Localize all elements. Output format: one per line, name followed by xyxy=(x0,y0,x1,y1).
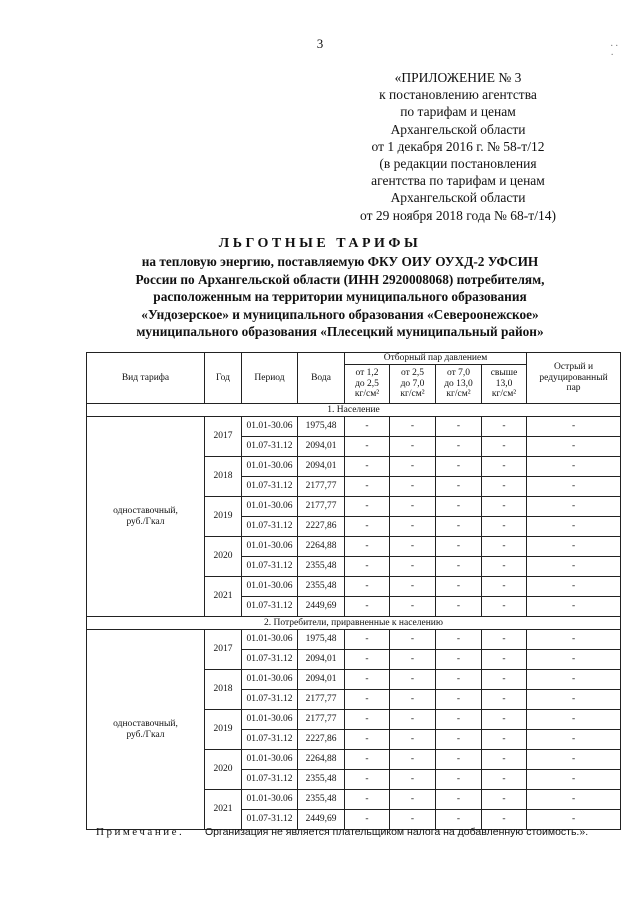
document-subtitle xyxy=(90,253,590,341)
header-line: до 13,0 xyxy=(444,378,473,389)
year-cell: 2018 xyxy=(205,670,242,710)
note-label: Примечание. xyxy=(96,826,185,838)
section-row xyxy=(87,617,621,630)
dash-cell: - xyxy=(345,770,390,790)
header-line: кг/см² xyxy=(400,389,425,400)
dash-cell: - xyxy=(482,750,527,770)
water-cell: 2094,01 xyxy=(298,457,345,477)
dash-cell: - xyxy=(436,477,482,497)
water-cell: 2355,48 xyxy=(298,557,345,577)
dash-cell: - xyxy=(390,670,436,690)
header-line: от 2,5 xyxy=(400,368,425,379)
header-steam-4 xyxy=(482,365,527,404)
annex-line: от 29 ноября 2018 года № 68-т/14) xyxy=(360,207,556,223)
water-cell: 2449,69 xyxy=(298,810,345,830)
header-line: от 7,0 xyxy=(446,368,471,379)
tariff-type-line: одноставочный, xyxy=(113,506,178,516)
dash-cell: - xyxy=(390,437,436,457)
dash-cell: - xyxy=(482,557,527,577)
dash-cell: - xyxy=(345,790,390,810)
dash-cell: - xyxy=(482,597,527,617)
header-line: кг/см² xyxy=(446,389,471,400)
dash-cell: - xyxy=(345,730,390,750)
dash-cell: - xyxy=(345,650,390,670)
dash-cell: - xyxy=(436,770,482,790)
tariffs-table xyxy=(86,352,621,830)
period-cell: 01.01-30.06 xyxy=(242,790,298,810)
dash-cell: - xyxy=(436,790,482,810)
dash-cell: - xyxy=(390,710,436,730)
dash-cell: - xyxy=(345,497,390,517)
dash-cell: - xyxy=(527,750,621,770)
header-line: кг/см² xyxy=(354,389,380,400)
tariff-type-cell xyxy=(87,417,205,617)
dash-cell: - xyxy=(527,690,621,710)
dash-cell: - xyxy=(345,750,390,770)
dash-cell: - xyxy=(436,437,482,457)
period-cell: 01.07-31.12 xyxy=(242,690,298,710)
dash-cell: - xyxy=(390,650,436,670)
dash-cell: - xyxy=(527,497,621,517)
note xyxy=(96,826,588,838)
tariff-type-line: руб./Гкал xyxy=(126,729,165,740)
period-cell: 01.07-31.12 xyxy=(242,650,298,670)
dash-cell: - xyxy=(390,497,436,517)
dash-cell: - xyxy=(390,690,436,710)
dash-cell: - xyxy=(527,417,621,437)
corner-mark-text: . . · xyxy=(610,38,618,61)
dash-cell: - xyxy=(436,690,482,710)
water-cell: 2094,01 xyxy=(298,650,345,670)
dash-cell: - xyxy=(527,770,621,790)
water-cell: 1975,48 xyxy=(298,630,345,650)
header-steam-2 xyxy=(390,365,436,404)
tariff-type-line: руб./Гкал xyxy=(126,516,165,527)
year-cell: 2021 xyxy=(205,577,242,617)
dash-cell: - xyxy=(390,630,436,650)
year-cell: 2020 xyxy=(205,750,242,790)
table-header xyxy=(87,353,621,404)
document-title: ЛЬГОТНЫЕ ТАРИФЫ xyxy=(218,236,422,251)
dash-cell: - xyxy=(436,557,482,577)
year-cell: 2017 xyxy=(205,630,242,670)
water-cell: 2177,77 xyxy=(298,710,345,730)
dash-cell: - xyxy=(527,537,621,557)
annex-line: агентства по тарифам и ценам xyxy=(371,173,545,189)
dash-cell: - xyxy=(345,597,390,617)
dash-cell: - xyxy=(527,557,621,577)
dash-cell: - xyxy=(436,670,482,690)
dash-cell: - xyxy=(527,597,621,617)
dash-cell: - xyxy=(482,650,527,670)
period-cell: 01.01-30.06 xyxy=(242,577,298,597)
page-number: 3 xyxy=(316,36,324,51)
dash-cell: - xyxy=(345,417,390,437)
period-cell: 01.01-30.06 xyxy=(242,497,298,517)
dash-cell: - xyxy=(436,577,482,597)
annex-line: по тарифам и ценам xyxy=(400,104,516,120)
header-line: до 2,5 xyxy=(355,378,379,389)
water-cell: 2264,88 xyxy=(298,750,345,770)
dash-cell: - xyxy=(345,810,390,830)
dash-cell: - xyxy=(390,810,436,830)
header-line: редуцированный xyxy=(539,372,608,383)
period-cell: 01.07-31.12 xyxy=(242,770,298,790)
dash-cell: - xyxy=(436,457,482,477)
period-cell: 01.01-30.06 xyxy=(242,630,298,650)
water-cell: 2355,48 xyxy=(298,577,345,597)
dash-cell: - xyxy=(527,457,621,477)
subtitle-line: «Ундозерское» и муниципального образования «Североонежское» xyxy=(141,306,539,322)
dash-cell: - xyxy=(390,517,436,537)
dash-cell: - xyxy=(436,497,482,517)
period-cell: 01.07-31.12 xyxy=(242,517,298,537)
dash-cell: - xyxy=(482,417,527,437)
water-cell: 2094,01 xyxy=(298,437,345,457)
period-cell: 01.01-30.06 xyxy=(242,417,298,437)
dash-cell: - xyxy=(436,710,482,730)
water-cell: 2355,48 xyxy=(298,790,345,810)
tariff-type-cell xyxy=(87,630,205,830)
annex-line: Архангельской области xyxy=(390,121,526,137)
dash-cell: - xyxy=(482,517,527,537)
period-cell: 01.07-31.12 xyxy=(242,437,298,457)
year-cell: 2021 xyxy=(205,790,242,830)
period-cell: 01.01-30.06 xyxy=(242,670,298,690)
header-water: Вода xyxy=(298,353,345,404)
header-line: кг/см² xyxy=(491,389,517,400)
annex-line: Архангельской области xyxy=(390,190,526,206)
dash-cell: - xyxy=(482,457,527,477)
dash-cell: - xyxy=(390,770,436,790)
dash-cell: - xyxy=(527,517,621,537)
dash-cell: - xyxy=(390,750,436,770)
dash-cell: - xyxy=(482,790,527,810)
header-line: свыше xyxy=(490,368,518,379)
section-row xyxy=(87,404,621,417)
annex-line: «ПРИЛОЖЕНИЕ № 3 xyxy=(394,70,522,85)
water-cell: 2177,77 xyxy=(298,497,345,517)
dash-cell: - xyxy=(527,670,621,690)
period-cell: 01.01-30.06 xyxy=(242,537,298,557)
dash-cell: - xyxy=(345,517,390,537)
note-text: Организация не является плательщиком налога на добавленную стоимость.». xyxy=(204,826,589,838)
subtitle-line: расположенным на территории муниципального образования xyxy=(153,289,527,305)
dash-cell: - xyxy=(390,417,436,437)
dash-cell: - xyxy=(482,477,527,497)
dash-cell: - xyxy=(436,630,482,650)
subtitle-line: на тепловую энергию, поставляемую ФКУ ОИУ ОУХД-2 УФСИН xyxy=(141,254,539,269)
header-steam-group: Отборный пар давлением xyxy=(345,353,527,365)
header-line: 13,0 xyxy=(495,378,513,389)
water-cell: 2177,77 xyxy=(298,477,345,497)
period-cell: 01.01-30.06 xyxy=(242,750,298,770)
water-cell: 2264,88 xyxy=(298,537,345,557)
section-title: 2. Потребители, приравненные к населению xyxy=(87,617,621,630)
period-cell: 01.07-31.12 xyxy=(242,730,298,750)
dash-cell: - xyxy=(482,730,527,750)
table-row xyxy=(87,417,621,437)
dash-cell: - xyxy=(390,477,436,497)
water-cell: 2227,86 xyxy=(298,730,345,750)
dash-cell: - xyxy=(527,790,621,810)
dash-cell: - xyxy=(527,437,621,457)
year-cell: 2020 xyxy=(205,537,242,577)
dash-cell: - xyxy=(482,630,527,650)
table-body xyxy=(87,404,621,830)
annex-line: (в редакции постановления xyxy=(379,156,537,172)
dash-cell: - xyxy=(482,577,527,597)
dash-cell: - xyxy=(527,477,621,497)
dash-cell: - xyxy=(527,630,621,650)
water-cell: 2177,77 xyxy=(298,690,345,710)
water-cell: 2094,01 xyxy=(298,670,345,690)
dash-cell: - xyxy=(345,690,390,710)
year-cell: 2019 xyxy=(205,710,242,750)
dash-cell: - xyxy=(482,690,527,710)
dash-cell: - xyxy=(345,437,390,457)
annex-line: от 1 декабря 2016 г. № 58-т/12 xyxy=(371,138,545,154)
header-steam-1 xyxy=(345,365,390,404)
dash-cell: - xyxy=(436,650,482,670)
annex-header xyxy=(340,69,576,224)
table-row xyxy=(87,630,621,650)
dash-cell: - xyxy=(390,730,436,750)
dash-cell: - xyxy=(527,577,621,597)
dash-cell: - xyxy=(527,810,621,830)
subtitle-line: России по Архангельской области (ИНН 2920008068) потребителям, xyxy=(135,271,545,287)
dash-cell: - xyxy=(527,710,621,730)
dash-cell: - xyxy=(390,597,436,617)
dash-cell: - xyxy=(482,670,527,690)
dash-cell: - xyxy=(527,730,621,750)
dash-cell: - xyxy=(482,810,527,830)
dash-cell: - xyxy=(482,770,527,790)
water-cell: 1975,48 xyxy=(298,417,345,437)
period-cell: 01.07-31.12 xyxy=(242,810,298,830)
dash-cell: - xyxy=(345,457,390,477)
section-title: 1. Население xyxy=(87,404,621,417)
subtitle-line: муниципального образования «Плесецкий муниципальный район» xyxy=(136,324,544,340)
dash-cell: - xyxy=(436,730,482,750)
tariff-type-line: одноставочный, xyxy=(113,719,178,729)
period-cell: 01.07-31.12 xyxy=(242,597,298,617)
annex-line: к постановлению агентства xyxy=(379,87,537,103)
dash-cell: - xyxy=(436,810,482,830)
header-sharp-steam xyxy=(527,353,621,404)
header-steam-3 xyxy=(436,365,482,404)
dash-cell: - xyxy=(345,477,390,497)
water-cell: 2449,69 xyxy=(298,597,345,617)
header-period: Период xyxy=(242,353,298,404)
dash-cell: - xyxy=(345,630,390,650)
dash-cell: - xyxy=(436,537,482,557)
dash-cell: - xyxy=(390,537,436,557)
dash-cell: - xyxy=(436,750,482,770)
water-cell: 2227,86 xyxy=(298,517,345,537)
dash-cell: - xyxy=(345,577,390,597)
period-cell: 01.07-31.12 xyxy=(242,557,298,577)
dash-cell: - xyxy=(482,537,527,557)
dash-cell: - xyxy=(482,437,527,457)
dash-cell: - xyxy=(390,557,436,577)
corner-mark xyxy=(611,38,619,62)
year-cell: 2019 xyxy=(205,497,242,537)
dash-cell: - xyxy=(436,517,482,537)
dash-cell: - xyxy=(345,670,390,690)
dash-cell: - xyxy=(345,710,390,730)
year-cell: 2018 xyxy=(205,457,242,497)
dash-cell: - xyxy=(436,597,482,617)
dash-cell: - xyxy=(345,557,390,577)
dash-cell: - xyxy=(390,457,436,477)
period-cell: 01.01-30.06 xyxy=(242,457,298,477)
header-line: Острый и xyxy=(554,362,594,373)
header-line: пар xyxy=(566,383,581,394)
dash-cell: - xyxy=(390,790,436,810)
header-line: до 7,0 xyxy=(400,378,425,389)
dash-cell: - xyxy=(345,537,390,557)
dash-cell: - xyxy=(527,650,621,670)
year-cell: 2017 xyxy=(205,417,242,457)
dash-cell: - xyxy=(482,497,527,517)
period-cell: 01.01-30.06 xyxy=(242,710,298,730)
dash-cell: - xyxy=(436,417,482,437)
header-year: Год xyxy=(205,353,242,404)
header-line: от 1,2 xyxy=(355,368,379,379)
period-cell: 01.07-31.12 xyxy=(242,477,298,497)
dash-cell: - xyxy=(482,710,527,730)
header-tariff-type: Вид тарифа xyxy=(87,353,205,404)
water-cell: 2355,48 xyxy=(298,770,345,790)
dash-cell: - xyxy=(390,577,436,597)
